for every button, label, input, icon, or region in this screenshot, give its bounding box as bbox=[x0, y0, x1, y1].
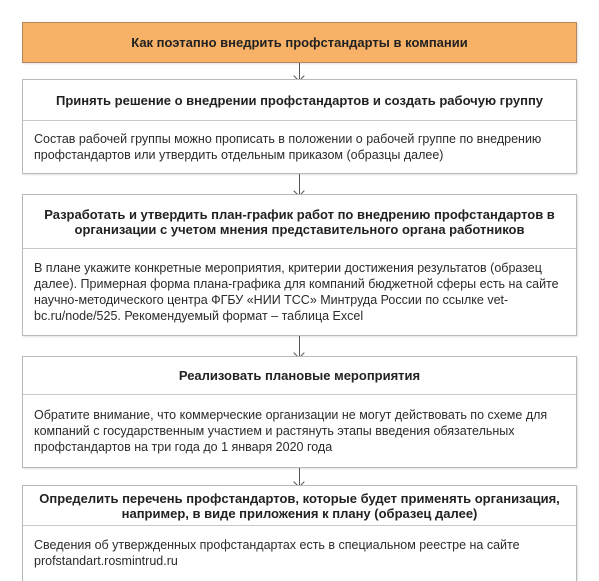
arrow-down-icon bbox=[299, 336, 300, 356]
step-2-box bbox=[22, 194, 577, 336]
arrow-down-icon bbox=[299, 63, 300, 79]
step-2-heading: Разработать и утвердить план-график работ по внедрению профстандартов в организации с учетом мнения представительного органа работников bbox=[23, 195, 576, 249]
step-4-heading: Определить перечень профстандартов, которые будет применять организация, например, в виде приложения к плану (образец далее) bbox=[23, 486, 576, 526]
step-2-body: В плане укажите конкретные мероприятия, критерии достижения результатов (образец далее). Примерная форма плана-графика для компаний бюджетной сферы есть на сайте научно-методического центра ФГБУ «НИИ ТСС» Минтруда России по ссылке vet-bc.ru/node/525. Рекомендуемый формат – таблица Excel bbox=[34, 261, 559, 323]
step-1-box bbox=[22, 79, 577, 174]
step-4-box bbox=[22, 485, 577, 581]
diagram-title: Как поэтапно внедрить профстандарты в компании bbox=[131, 35, 468, 50]
arrow-down-icon bbox=[299, 468, 300, 485]
step-1-body: Состав рабочей группы можно прописать в положении о рабочей группе по внедрению профстандартов или утвердить отдельным приказом (образцы далее) bbox=[34, 132, 542, 162]
diagram-title-box bbox=[22, 22, 577, 63]
step-4-body: Сведения об утвержденных профстандартах есть в специальном реестре на сайте profstandart.rosmintrud.ru bbox=[34, 538, 520, 568]
step-3-box bbox=[22, 356, 577, 468]
step-1-heading: Принять решение о внедрении профстандартов и создать рабочую группу bbox=[23, 80, 576, 121]
step-3-heading: Реализовать плановые мероприятия bbox=[23, 357, 576, 395]
step-3-body: Обратите внимание, что коммерческие организации не могут действовать по схеме для компаний с государственным участием и растянуть этапы введения обязательных профстандартов на три года до 1 января 2020 года bbox=[34, 408, 548, 454]
arrow-down-icon bbox=[299, 174, 300, 194]
